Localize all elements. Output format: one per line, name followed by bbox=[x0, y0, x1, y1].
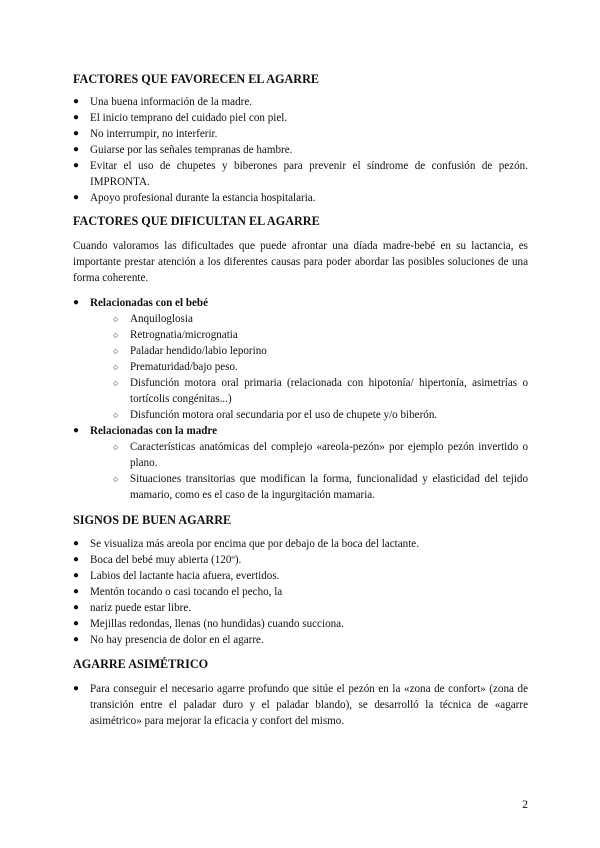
bullet-icon: ● bbox=[73, 425, 80, 436]
bullet-icon: ● bbox=[73, 96, 80, 107]
bebe-sublist bbox=[73, 311, 528, 423]
list-item: ● Apoyo profesional durante la estancia hospitalaria. bbox=[73, 192, 316, 204]
list-item: ● No hay presencia de dolor en el agarre. bbox=[73, 634, 264, 646]
circle-bullet-icon: ○ bbox=[113, 474, 119, 484]
dificultan-groups-2 bbox=[73, 423, 528, 439]
section-title-signos-buen-agarre: SIGNOS DE BUEN AGARRE bbox=[73, 513, 232, 527]
circle-bullet-icon: ○ bbox=[113, 378, 119, 388]
page-number: 2 bbox=[522, 799, 528, 811]
sub-list-item: ○ Situaciones transitorias que modifican la forma, funcionalidad y elasticidad del tejido mamario, como es el caso de la ingurgitación mamaria. bbox=[113, 473, 528, 501]
list-item: ● No interrumpir, no interferir. bbox=[73, 128, 218, 140]
list-item: ● Para conseguir el necesario agarre profundo que sitúe el pezón en la «zona de confort» (zona de transición entre el paladar duro y el paladar blando), se desarrolló la técnica de «agarre asimétrico» para mejorar la eficacia y confort del mismo. bbox=[73, 683, 528, 727]
signos-list bbox=[73, 536, 528, 648]
section-title-factores-favorecen: FACTORES QUE FAVORECEN EL AGARRE bbox=[73, 72, 320, 86]
group-bebe bbox=[73, 295, 528, 311]
circle-bullet-icon: ○ bbox=[113, 442, 119, 452]
group-label-bebe: Relacionadas con el bebé bbox=[90, 297, 209, 309]
sub-list-item: ○ Características anatómicas del complejo «areola-pezón» por ejemplo pezón invertido o plano. bbox=[113, 441, 528, 469]
sub-list-item: ○ Disfunción motora oral secundaria por el uso de chupete y/o biberón. bbox=[113, 409, 438, 421]
list-item: ● Se visualiza más areola por encima que por debajo de la boca del lactante. bbox=[73, 538, 419, 550]
favorecen-list bbox=[73, 94, 528, 206]
bullet-icon: ● bbox=[73, 586, 80, 597]
bullet-icon: ● bbox=[73, 634, 80, 645]
circle-bullet-icon: ○ bbox=[113, 346, 119, 356]
bullet-icon: ● bbox=[73, 128, 80, 139]
group-label-madre: Relacionadas con la madre bbox=[90, 425, 218, 437]
dificultan-intro-paragraph: Cuando valoramos las dificultades que puede afrontar una díada madre-bebé en su lactancia, es importante prestar atención a los diferentes causas para poder abordar las posibles soluciones de una forma coherente. bbox=[73, 240, 528, 284]
bullet-icon: ● bbox=[73, 618, 80, 629]
list-item: ● El inicio temprano del cuidado piel con piel. bbox=[73, 112, 288, 124]
list-item: ● Una buena información de la madre. bbox=[73, 96, 253, 108]
bullet-icon: ● bbox=[73, 554, 80, 565]
bullet-icon: ● bbox=[73, 602, 80, 613]
section-title-agarre-asimetrico: AGARRE ASIMÉTRICO bbox=[73, 657, 209, 671]
bullet-icon: ● bbox=[73, 570, 80, 581]
circle-bullet-icon: ○ bbox=[113, 410, 119, 420]
madre-sublist bbox=[73, 439, 528, 503]
list-item: ● Evitar el uso de chupetes y biberones para prevenir el síndrome de confusión de pezón. IMPRONTA. bbox=[73, 160, 528, 188]
section-title-factores-dificultan: FACTORES QUE DIFICULTAN EL AGARRE bbox=[73, 214, 320, 228]
bullet-icon: ● bbox=[73, 144, 80, 155]
bullet-icon: ● bbox=[73, 538, 80, 549]
list-item: ● Boca del bebé muy abierta (120º). bbox=[73, 554, 242, 566]
circle-bullet-icon: ○ bbox=[113, 314, 119, 324]
bullet-icon: ● bbox=[73, 160, 80, 171]
list-item: ● Mejillas redondas, llenas (no hundidas) cuando succiona. bbox=[73, 618, 344, 630]
list-item: ● Guiarse por las señales tempranas de hambre. bbox=[73, 144, 293, 156]
list-item: ● Mentón tocando o casi tocando el pecho, la bbox=[73, 586, 283, 598]
circle-bullet-icon: ○ bbox=[113, 330, 119, 340]
bullet-icon: ● bbox=[73, 683, 80, 694]
bullet-icon: ● bbox=[73, 192, 80, 203]
sub-list-item: ○ Retrognatia/micrognatia bbox=[113, 329, 238, 341]
document-page bbox=[73, 70, 528, 729]
sub-list-item: ○ Disfunción motora oral primaria (relacionada con hipotonía/ hipertonía, asimetrías o tortícolis congénitas...) bbox=[113, 377, 528, 405]
sub-list-item: ○ Prematuridad/bajo peso. bbox=[113, 361, 238, 373]
circle-bullet-icon: ○ bbox=[113, 362, 119, 372]
list-item: ● Labios del lactante hacia afuera, evertidos. bbox=[73, 570, 280, 582]
asimetrico-list bbox=[73, 681, 528, 729]
list-item: ● nariz puede estar libre. bbox=[73, 602, 192, 614]
group-madre bbox=[73, 423, 528, 439]
sub-list-item: ○ Paladar hendido/labio leporino bbox=[113, 345, 267, 357]
bullet-icon: ● bbox=[73, 297, 80, 308]
bullet-icon: ● bbox=[73, 112, 80, 123]
dificultan-groups bbox=[73, 295, 528, 311]
sub-list-item: ○ Anquiloglosia bbox=[113, 313, 193, 325]
